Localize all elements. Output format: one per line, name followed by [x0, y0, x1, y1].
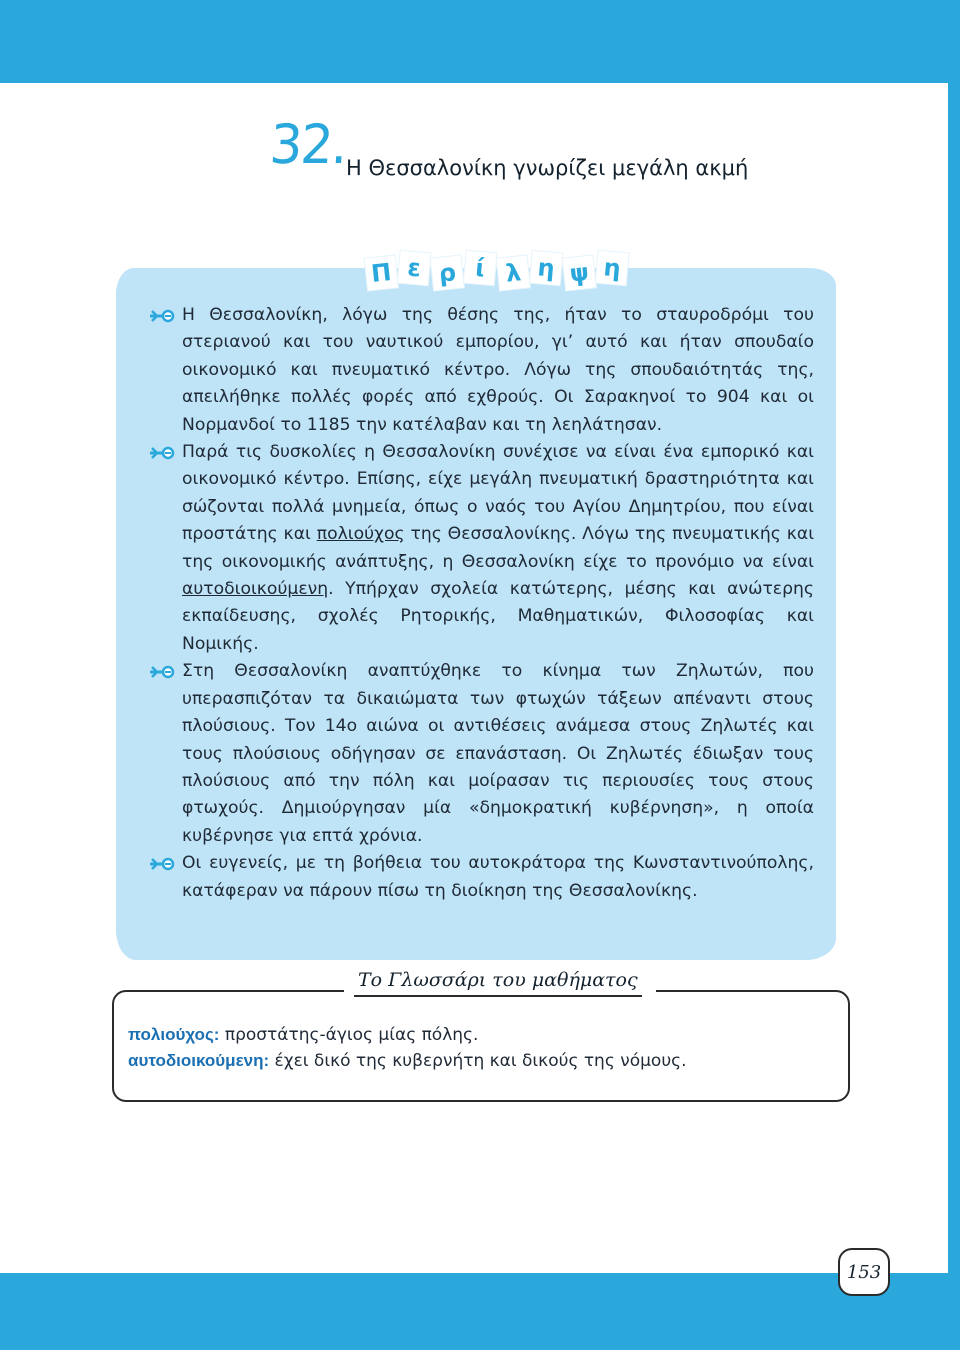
summary-heading-letter: λ	[497, 256, 530, 291]
summary-item	[142, 850, 814, 905]
chapter-number: 32.	[267, 113, 349, 176]
summary-text: . Υπήρχαν σχολεία κατώτερης, μέσης και ανώτερης εκπαίδευσης, σχολές Ρητορικής, Μαθηματικών, Φιλοσοφίας και Νομικής.	[182, 579, 814, 654]
page-number: 153	[838, 1248, 890, 1296]
summary-heading-letter: ρ	[431, 256, 464, 291]
summary-heading-letter: η	[596, 251, 629, 285]
summary-item	[142, 302, 814, 439]
glossary-entry	[128, 1022, 828, 1048]
summary-text: Η Θεσσαλονίκη, λόγω της θέσης της, ήταν το σταυροδρόμι του στεριανού και του ναυτικού εμπορίου, γι’ αυτό και ήταν σπουδαίο οικονομικό και πνευματικό κέντρο. Λόγω της σπουδαιότητάς της, απειλήθηκε πολλές φορές από εχθρούς. Οι Σαρακηνοί το 904 και οι Νορμανδοί το 1185 την κατέλαβαν και τη λεηλάτησαν.	[182, 305, 814, 435]
glossary-term-reference: αυτοδιοικούμενη	[182, 579, 329, 600]
summary-item	[142, 658, 814, 850]
summary-text: Στη Θεσσαλονίκη αναπτύχθηκε το κίνημα των Ζηλωτών, που υπερασπιζόταν τα δικαιώματα των φτωχών τάξεων απέναντι στους πλούσιους. Τον 14ο αιώνα οι αντιθέσεις ανάμεσα στους Ζηλωτές και τους πλούσιους οδήγησαν σε επανάσταση. Οι Ζηλωτές έδιωξαν τους πλούσιους από την πόλη και μοίρασαν τις περιουσίες τους στους φτωχούς. Δημιούργησαν μία «δημοκρατική κυβέρνηση», η οποία κυβέρνησε για επτά χρόνια.	[182, 661, 814, 846]
glossary-term-reference: πολιούχος	[316, 524, 405, 545]
summary-item	[142, 439, 814, 658]
glossary-entry	[128, 1048, 828, 1074]
glossary-entries	[128, 1022, 828, 1074]
summary-heading-letter: ε	[398, 251, 431, 285]
summary-text: της Θεσσαλονίκης. Λόγω της πνευματικής και της οικονομικής ανάπτυξης, η Θεσσαλονίκη είχε το προνόμιο να είναι	[182, 524, 815, 572]
glossary-term: πολιούχος:	[128, 1025, 220, 1044]
glossary-definition: έχει δικό της κυβερνήτη και δικούς της νόμους.	[269, 1051, 687, 1071]
arrow-bullet-icon	[150, 665, 176, 679]
arrow-bullet-icon	[150, 857, 176, 871]
summary-heading-letter: Π	[365, 256, 398, 291]
summary-heading-letter: ί	[464, 251, 497, 285]
summary-text: Παρά τις δυσκολίες η Θεσσαλονίκη συνέχισε να είναι ένα εμπορικό και οικονομικό κέντρο. Επίσης, είχε μεγάλη πνευματική δραστηριότητα και σώζονται πολλά μνημεία, όπως ο ναός του Αγίου Δημητρίου, που είναι προστάτης και	[182, 442, 814, 545]
summary-heading	[366, 254, 627, 294]
chapter-title: Η Θεσσαλονίκη γνωρίζει μεγάλη ακμή	[346, 156, 749, 180]
glossary-definition: προστάτης-άγιος μίας πόλης.	[219, 1025, 479, 1045]
summary-heading-letter: ψ	[563, 256, 596, 291]
summary-heading-letter: η	[530, 251, 563, 285]
summary-list	[142, 302, 814, 905]
summary-text: Οι ευγενείς, με τη βοήθεια του αυτοκράτορα της Κωνσταντινούπολης, κατάφεραν να πάρουν πίσω τη διοίκηση της Θεσσαλονίκης.	[182, 853, 814, 901]
top-color-band	[0, 0, 960, 83]
glossary-label: Το Γλωσσάρι του μαθήματος	[354, 967, 642, 997]
glossary-label-wrap	[344, 962, 656, 1002]
bottom-color-band	[0, 1273, 960, 1350]
glossary-term: αυτοδιοικούμενη:	[128, 1051, 270, 1070]
arrow-bullet-icon	[150, 446, 176, 460]
arrow-bullet-icon	[150, 309, 176, 323]
